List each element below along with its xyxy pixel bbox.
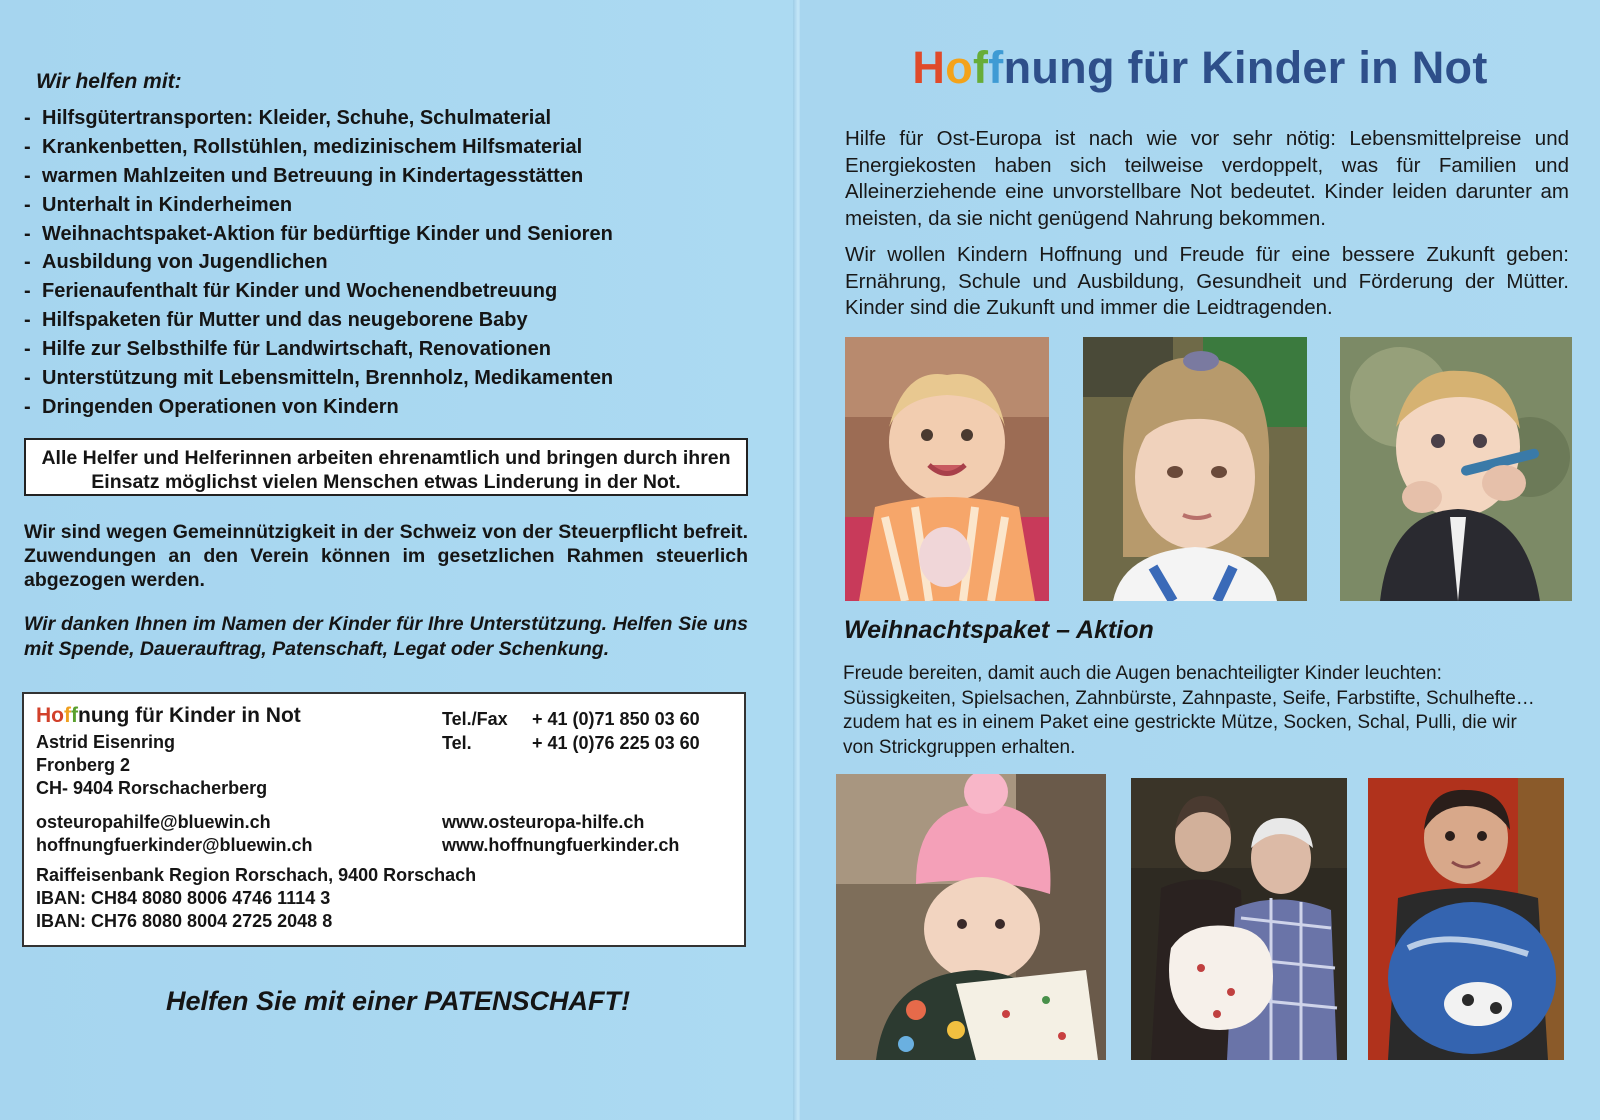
web-link-hoffnung[interactable]: www.hoffnungfuerkinder.ch [442,835,680,855]
list-item: - Unterstützung mit Lebensmitteln, Brennholz, Medikamenten [24,367,614,390]
left-page [0,0,796,1120]
help-list [24,104,613,422]
web-link-osteuropa[interactable]: www.osteuropa-hilfe.ch [442,812,645,832]
list-item: - Dringenden Operationen von Kindern [24,395,399,418]
photo-boy-toothbrush [1340,337,1572,601]
list-item: - Ausbildung von Jugendlichen [24,251,328,274]
christmas-paragraph: Freude bereiten, damit auch die Augen benachteiligter Kinder leuchten: Süssigkeiten, Spielsachen, Zahnbürste, Zahnpaste, Seife, Farbstifte, Schulhefte…zudem hat es in einem Paket eine gestrickte Mütze, Socken, Schal, Pulli, die wir von Strickgruppen erhalten. [843,663,1535,758]
list-item: - warmen Mahlzeiten und Betreuung in Kindertagesstätten [24,164,584,187]
christmas-heading: Weihnachtspaket – Aktion [844,616,1154,644]
list-item: - Hilfspaketen für Mutter und das neugeborene Baby [24,309,528,332]
email-link-osteuropa[interactable]: osteuropahilfe@bluewin.ch [36,812,271,832]
phone-label-fax: Tel./Fax [442,709,508,729]
iban-1: IBAN: CH84 8080 8006 4746 1114 3 [36,888,331,908]
phone-mobile[interactable]: + 41 (0)76 225 03 60 [532,733,700,753]
iban-2: IBAN: CH76 8080 8004 2725 2048 8 [36,911,333,931]
sponsorship-call: Helfen Sie mit einer PATENSCHAFT! [165,986,631,1016]
page-title: Hoffnung für Kinder in Not [912,42,1488,93]
intro-paragraph-1: Hilfe für Ost-Europa ist nach wie vor sehr nötig: Lebensmittelpreise und Energiekosten haben sich teilweise verdoppelt, was für Familien und Alleinerziehende eine unvorstellbare Not bedeutet. Kinder leiden darunter am meisten, da sie nicht genügend Nahrung bekommen. [845,127,1569,230]
contact-person: Astrid Eisenring [36,732,176,752]
contact-box [22,692,746,947]
list-item: - Weihnachtspaket-Aktion für bedürftige Kinder und Senioren [24,222,613,245]
thanks-note: Wir danken Ihnen im Namen der Kinder für Ihre Unterstützung. Helfen Sie uns mit Spende, Dauerauftrag, Patenschaft, Legat oder Schenkung. [24,613,748,660]
list-item: - Krankenbetten, Rollstühlen, medizinischem Hilfsmaterial [24,135,583,158]
tax-note: Wir sind wegen Gemeinnützigkeit in der Schweiz von der Steuerpflicht befreit. Zuwendungen an den Verein können im gesetzlichen Rahmen steuerlich abgezogen werden. [24,521,748,591]
list-item: - Unterhalt in Kinderheimen [24,193,293,216]
photo-baby-smiling [845,337,1049,601]
list-item: - Hilfe zur Selbsthilfe für Landwirtschaft, Renovationen [24,338,551,361]
volunteer-note: Alle Helfer und Helferinnen arbeiten ehrenamtlich und bringen durch ihren Einsatz möglichst vielen Menschen etwas Linderung in der Not. [24,438,748,496]
bank-name: Raiffeisenbank Region Rorschach, 9400 Rorschach [36,865,477,885]
help-heading: Wir helfen mit: [36,70,182,93]
photo-girl-ponytail [1083,337,1307,601]
email-link-hoffnung[interactable]: hoffnungfuerkinder@bluewin.ch [36,835,313,855]
phone-fax[interactable]: + 41 (0)71 850 03 60 [532,709,700,729]
list-item: - Ferienaufenthalt für Kinder und Wochenendbetreuung [24,280,558,303]
org-name: Hoffnung für Kinder in Not [36,704,301,727]
phone-label-mobile: Tel. [442,733,472,753]
photo-girl-pink-hat [836,774,1106,1060]
photo-elderly-couple [1131,778,1347,1060]
intro-paragraph-2: Wir wollen Kindern Hoffnung und Freude für eine bessere Zukunft geben: Ernährung, Schule und Ausbildung, Gesundheit und Förderung der Mütter. Kinder sind die Zukunft und immer die Leidtragenden. [845,243,1569,319]
list-item: - Hilfsgütertransporten: Kleider, Schuhe, Schulmaterial [24,107,552,129]
contact-street: Fronberg 2 [36,755,131,775]
photo-boy-blue-bag [1368,778,1564,1060]
contact-city: CH- 9404 Rorschacherberg [36,778,268,798]
